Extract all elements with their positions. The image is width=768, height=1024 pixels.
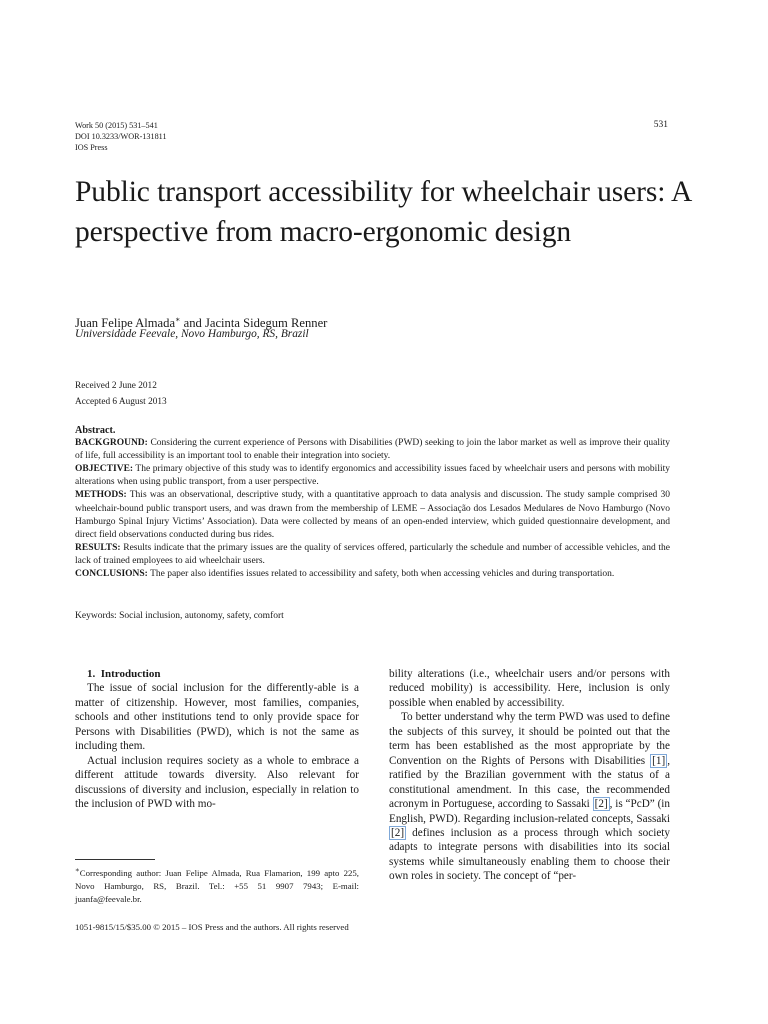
methods-label: METHODS: (75, 490, 127, 501)
results-label: RESULTS: (75, 542, 121, 553)
intro-paragraph-3 (389, 710, 670, 883)
affiliation: Universidade Feevale, Novo Hamburgo, RS, Brazil (75, 328, 309, 340)
background-text: Considering the current experience of Persons with Disabilities (PWD) seeking to join the labor market as well as improve their quality of life, full accessibility is an important tool to enable their integration into society. (75, 438, 670, 462)
keywords: Keywords: Social inclusion, autonomy, safety, comfort (75, 611, 284, 621)
intro-p3-text-d: defines inclusion as a process through which society adapts to integrate persons with disabilities into its social systems while simultaneously enabling them to choose their own roles in society. The concept of “per- (389, 826, 670, 883)
section-heading-introduction: 1. Introduction (87, 668, 161, 680)
abstract (75, 424, 670, 581)
journal-line: Work 50 (2015) 531–541 (75, 121, 158, 130)
received-date: Received 2 June 2012 (75, 381, 157, 391)
publisher-line: IOS Press (75, 143, 108, 152)
author-2: Jacinta Sidegum Renner (204, 316, 328, 331)
body-column-left (75, 667, 359, 812)
results-text: Results indicate that the primary issues are the quality of services offered, particularly the schedule and number of accessible vehicles, and the lack of trained employees to aid wheelchair users. (75, 542, 670, 566)
intro-p3-text-c: , is “PcD” (in English, PWD). Regarding inclusion-related concepts, Sassaki (389, 798, 670, 825)
journal-meta (75, 120, 167, 153)
conclusions-label: CONCLUSIONS: (75, 569, 148, 580)
paper-title: Public transport accessibility for wheelchair users: A perspective from macro-ergonomic design (75, 176, 691, 248)
citation-link-3[interactable]: [2] (391, 826, 405, 839)
objective-label: OBJECTIVE: (75, 464, 134, 475)
copyright-footer: 1051-9815/15/$35.00 © 2015 – IOS Press and the authors. All rights reserved (75, 922, 349, 932)
author-connector: and (180, 316, 205, 331)
abstract-results (75, 542, 670, 568)
corresponding-author-footnote (75, 864, 359, 906)
citation-link-2[interactable]: [2] (594, 798, 608, 811)
citation-link-1[interactable]: [1] (652, 754, 666, 767)
doi-line: DOI 10.3233/WOR-131811 (75, 132, 167, 141)
author-1: Juan Felipe Almada (75, 316, 176, 331)
intro-p3-text-a: To better understand why the term PWD was used to define the subjects of this survey, it should be pointed out that the term has been established as the most appropriate by the Convention on the Rights of Persons with Disabilities (389, 711, 670, 767)
page-number: 531 (653, 120, 668, 130)
author-1-footnote-mark[interactable]: ∗ (175, 315, 181, 324)
body-column-right (389, 667, 670, 884)
conclusions-text: The paper also identifies issues related to accessibility and safety, both when accessing vehicles and during transportation. (147, 569, 615, 580)
footnote-mark: ∗ (75, 866, 80, 874)
abstract-conclusions (75, 568, 670, 581)
accepted-date: Accepted 6 August 2013 (75, 397, 167, 407)
methods-text: This was an observational, descriptive study, with a quantitative approach to data analysis and discussion. The study sample comprised 30 wheelchair-bound public transport users, and was drawn from the membership of LEME – Associação dos Lesados Medulares de Novo Hamburgo (Novo Hamburgo Spinal Injury Victims’ Association). Data were collected by means of an open-ended interview, which guided questionnaire development, and direct field observations conducted during bus rides. (75, 490, 670, 540)
footnote-divider (75, 859, 155, 860)
background-label: BACKGROUND: (75, 438, 148, 449)
footnote-text: Corresponding author: Juan Felipe Almada, Rua Flamarion, 199 apto 225, Novo Hamburgo, RS, Brazil. Tel.: +55 51 9907 7943; E-mail: juanfa@feevale.br. (75, 867, 359, 904)
intro-p3-text-b: , ratified by the Brazilian government with the status of a constitutional amendment. In this case, the recommended acronym in Portuguese, according to Sassaki (389, 754, 670, 811)
abstract-heading: Abstract. (75, 425, 116, 436)
objective-text: The primary objective of this study was to identify ergonomics and accessibility issues faced by wheelchair users and persons with mobility alterations when using public transport, from a user perspective. (75, 464, 670, 488)
abstract-objective (75, 463, 670, 489)
intro-paragraph-2: Actual inclusion requires society as a whole to embrace a different attitude towards diversity. Also relevant for discussions of diversity and inclusion, especially in relation to the inclusion of PWD with mo- (75, 754, 359, 811)
abstract-methods (75, 489, 670, 541)
intro-paragraph-1: The issue of social inclusion for the differently-able is a matter of citizenship. However, most families, companies, schools and other institutions tend to only provide space for Persons with Disabilities (PWD), which is not the same as including them. (75, 682, 359, 753)
submission-dates (75, 378, 167, 410)
intro-paragraph-2-continued: bility alterations (i.e., wheelchair users and/or persons with reduced mobility) is accessibility. Here, inclusion is only possible when enabled by accessibility. (389, 668, 670, 709)
abstract-background (75, 437, 670, 463)
